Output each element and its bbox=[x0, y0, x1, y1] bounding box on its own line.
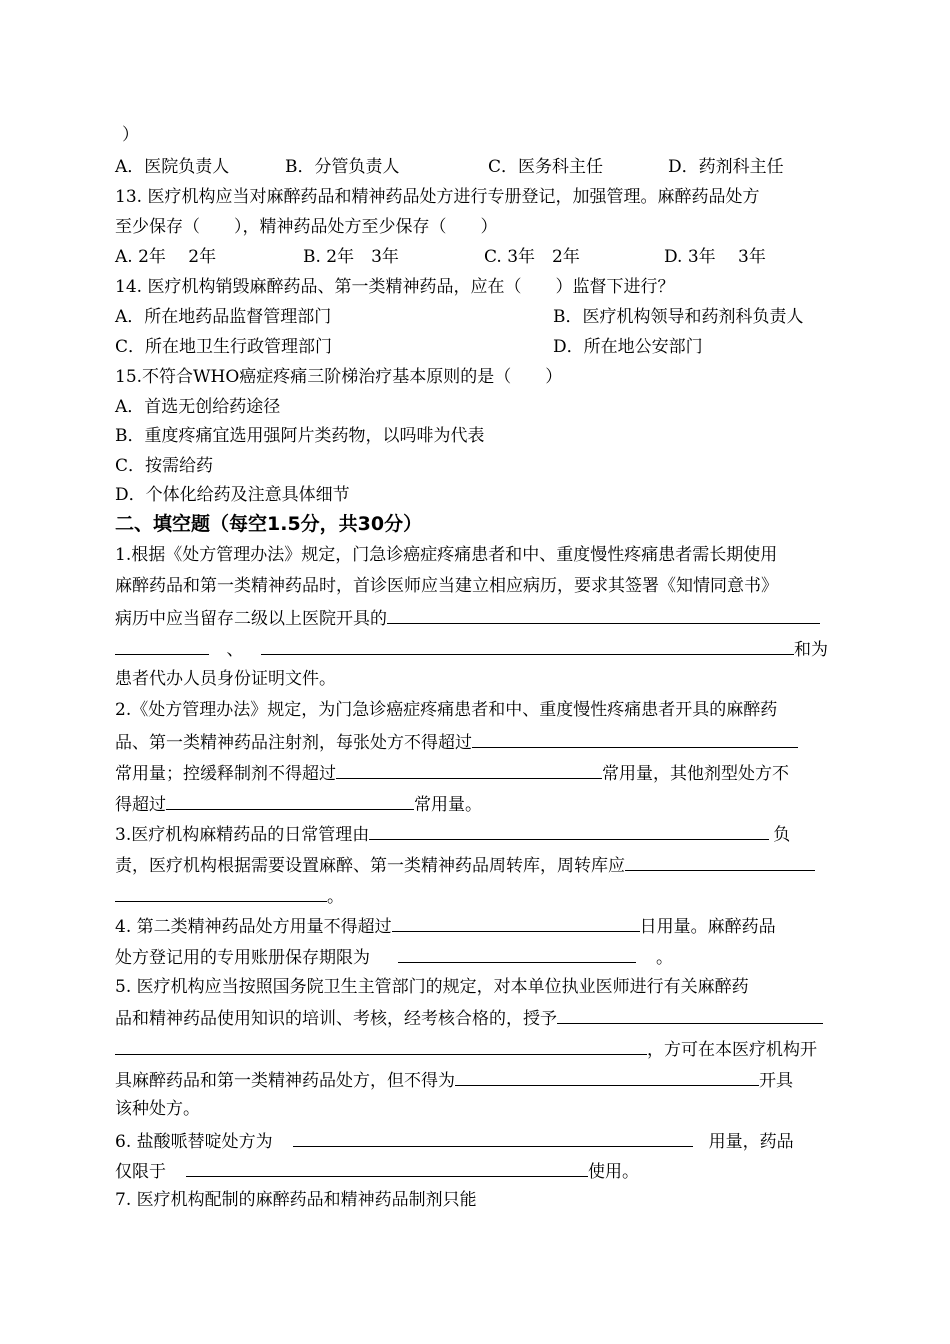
fill4-blank-1[interactable] bbox=[392, 914, 640, 932]
q13-option-d: D. 3年 3年 bbox=[664, 247, 766, 267]
fill4-line2-text-b: 。 bbox=[656, 948, 673, 968]
section-heading: 二、填空题（每空1.5分，共30分） bbox=[115, 513, 423, 535]
q15-option-d: D．个体化给药及注意具体细节 bbox=[115, 485, 350, 505]
fill5-blank-2[interactable] bbox=[115, 1037, 647, 1055]
fill5-blank-1[interactable] bbox=[557, 1006, 823, 1024]
fill1-separator: 、 bbox=[226, 640, 244, 660]
fill6-line2-text-b: 使用。 bbox=[588, 1162, 639, 1182]
q13-stem-line2: 至少保存（ ），精神药品处方至少保存（ ） bbox=[115, 217, 498, 237]
fill2-blank-2[interactable] bbox=[336, 761, 602, 779]
fill5-line1: 5. 医疗机构应当按照国务院卫生主管部门的规定，对本单位执业医师进行有关麻醉药 bbox=[115, 977, 749, 997]
fill5-line2-text: 品和精神药品使用知识的培训、考核，经考核合格的，授予 bbox=[115, 1009, 557, 1029]
fill1-line4-end: 和为 bbox=[794, 640, 828, 660]
q13-option-c: C. 3年 2年 bbox=[484, 247, 580, 267]
q14-option-b: B．医疗机构领导和药剂科负责人 bbox=[553, 307, 804, 327]
fill2-line4-text-b: 常用量。 bbox=[414, 795, 482, 815]
fill4-line2-text-a: 处方登记用的专用账册保存期限为 bbox=[115, 948, 370, 968]
fill5-line4 bbox=[115, 1068, 793, 1092]
q12-option-b: B．分管负责人 bbox=[285, 157, 400, 177]
fill3-line2-text: 责，医疗机构根据需要设置麻醉、第一类精神药品周转库，周转库应 bbox=[115, 856, 625, 876]
fill1-line3 bbox=[115, 606, 820, 630]
fill1-blank-2[interactable] bbox=[115, 637, 209, 655]
q12-option-d: D．药剂科主任 bbox=[668, 157, 784, 177]
fill2-line4 bbox=[115, 792, 482, 816]
fill5-line3-text: ，方可在本医疗机构开 bbox=[647, 1040, 817, 1060]
fill2-blank-3[interactable] bbox=[166, 792, 414, 810]
q14-option-c: C．所在地卫生行政管理部门 bbox=[115, 337, 333, 357]
fill6-line1-text-b: 用量，药品 bbox=[708, 1132, 794, 1152]
fill1-line4 bbox=[115, 637, 828, 661]
q12-tail: ） bbox=[122, 125, 139, 145]
fill1-blank-3[interactable] bbox=[261, 637, 794, 655]
fill1-line5: 患者代办人员身份证明文件。 bbox=[115, 669, 336, 689]
fill2-line3 bbox=[115, 761, 789, 785]
fill6-line1 bbox=[115, 1129, 794, 1153]
fill2-line3-text-b: 常用量，其他剂型处方不 bbox=[602, 764, 789, 784]
fill1-line3-text: 病历中应当留存二级以上医院开具的 bbox=[115, 609, 387, 629]
q15-option-b: B．重度疼痛宜选用强阿片类药物，以吗啡为代表 bbox=[115, 426, 485, 446]
fill3-line1-text-a: 3.医疗机构麻精药品的日常管理由 bbox=[115, 825, 370, 845]
fill6-blank-1[interactable] bbox=[293, 1129, 693, 1147]
q12-option-a: A．医院负责人 bbox=[115, 157, 230, 177]
fill5-line4-text-a: 具麻醉药品和第一类精神药品处方，但不得为 bbox=[115, 1071, 455, 1091]
fill4-blank-2[interactable] bbox=[398, 945, 636, 963]
fill6-blank-2[interactable] bbox=[186, 1159, 588, 1177]
q15-option-c: C．按需给药 bbox=[115, 456, 214, 476]
fill6-line2 bbox=[115, 1159, 639, 1183]
fill3-line1-text-b: 负 bbox=[773, 825, 791, 845]
fill2-line3-text-a: 常用量；控缓释制剂不得超过 bbox=[115, 764, 336, 784]
q13-option-a: A. 2年 2年 bbox=[115, 247, 217, 267]
q15-option-a: A．首选无创给药途径 bbox=[115, 397, 281, 417]
fill4-line1-text-b: 日用量。麻醉药品 bbox=[639, 917, 776, 937]
q14-stem: 14. 医疗机构销毁麻醉药品、第一类精神药品，应在（ ）监督下进行？ bbox=[115, 277, 675, 297]
fill6-line2-text-a: 仅限于 bbox=[115, 1162, 166, 1182]
fill6-line1-text-a: 6. 盐酸哌替啶处方为 bbox=[115, 1132, 273, 1152]
fill4-line2 bbox=[115, 945, 673, 969]
fill3-line3-text: 。 bbox=[327, 887, 344, 907]
fill3-blank-2[interactable] bbox=[625, 853, 815, 871]
fill2-line2 bbox=[115, 730, 798, 754]
fill2-line2-text: 品、第一类精神药品注射剂，每张处方不得超过 bbox=[115, 733, 472, 753]
fill5-blank-3[interactable] bbox=[455, 1068, 759, 1086]
q13-option-b: B. 2年 3年 bbox=[303, 247, 399, 267]
fill4-line1 bbox=[115, 914, 776, 938]
fill3-line1 bbox=[115, 822, 790, 846]
fill1-line2: 麻醉药品和第一类精神药品时，首诊医师应当建立相应病历，要求其签署《知情同意书》 bbox=[115, 576, 778, 596]
fill5-line2 bbox=[115, 1006, 823, 1030]
fill3-blank-3[interactable] bbox=[115, 884, 327, 902]
q14-option-d: D．所在地公安部门 bbox=[553, 337, 703, 357]
fill2-line1: 2.《处方管理办法》规定，为门急诊癌症疼痛患者和中、重度慢性疼痛患者开具的麻醉药 bbox=[115, 700, 778, 720]
fill4-line1-text-a: 4. 第二类精神药品处方用量不得超过 bbox=[115, 917, 392, 937]
q14-option-a: A．所在地药品监督管理部门 bbox=[115, 307, 332, 327]
fill3-line3 bbox=[115, 884, 344, 908]
fill3-blank-1[interactable] bbox=[369, 822, 769, 840]
fill1-line1: 1.根据《处方管理办法》规定，门急诊癌症疼痛患者和中、重度慢性疼痛患者需长期使用 bbox=[115, 545, 778, 565]
fill7-line1: 7. 医疗机构配制的麻醉药品和精神药品制剂只能 bbox=[115, 1190, 477, 1210]
fill2-blank-1[interactable] bbox=[472, 730, 798, 748]
q12-option-c: C．医务科主任 bbox=[488, 157, 604, 177]
fill1-blank-1[interactable] bbox=[387, 606, 820, 624]
fill5-line5: 该种处方。 bbox=[115, 1099, 200, 1119]
q15-stem: 15.不符合WHO癌症疼痛三阶梯治疗基本原则的是（ ） bbox=[115, 367, 563, 387]
q13-stem-line1: 13. 医疗机构应当对麻醉药品和精神药品处方进行专册登记，加强管理。麻醉药品处方 bbox=[115, 187, 760, 207]
fill5-line4-text-b: 开具 bbox=[759, 1071, 793, 1091]
fill2-line4-text-a: 得超过 bbox=[115, 795, 166, 815]
fill3-line2 bbox=[115, 853, 815, 877]
fill5-line3 bbox=[115, 1037, 817, 1061]
